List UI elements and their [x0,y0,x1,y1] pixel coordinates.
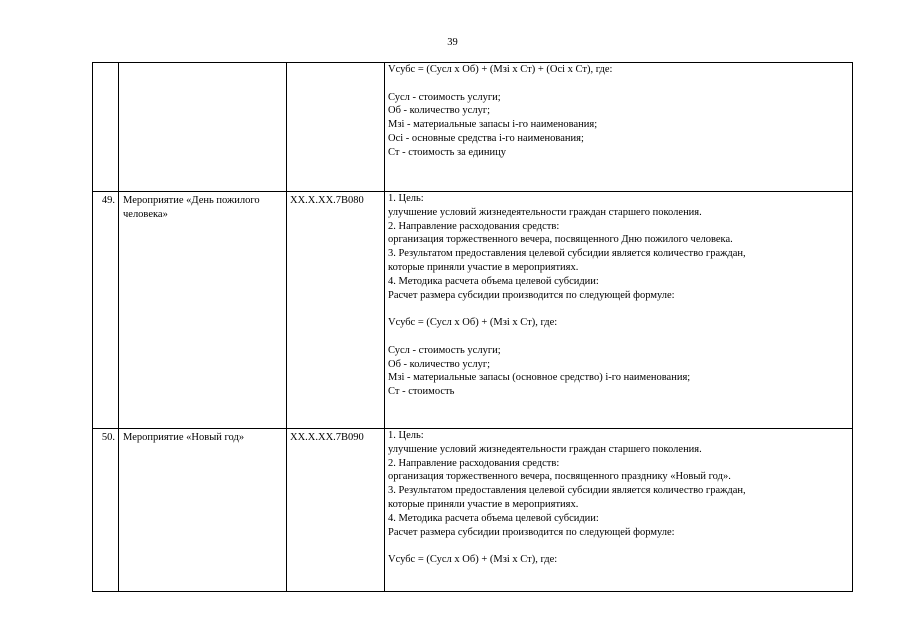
description-line: Сусл - стоимость услуги; [388,91,501,103]
blank-line [388,77,848,91]
description-line: Vсубс = (Сусл x Об) + (Мзi x Ст), где: [388,554,558,566]
description-line: Расчет размера субсидии производится по следующей формуле: [388,289,675,301]
budget-code: XX.X.XX.7B080 [287,192,385,429]
description-line: организация торжественного вечера, посвященного празднику «Новый год». [388,471,731,483]
description-line: Осi - основные средства i-го наименования; [388,132,584,144]
description-line: 1. Цель: [388,430,424,441]
description-line: 3. Результатом предоставления целевой субсидии является количество граждан, [388,485,746,497]
subsidy-table [92,62,853,592]
budget-code [287,63,385,192]
description-line: организация торжественного вечера, посвященного Дню пожилого человека. [388,234,733,246]
description-line: которые приняли участие в мероприятиях. [388,498,579,510]
description-line: 4. Методика расчета объема целевой субсидии: [388,512,599,524]
event-name: Мероприятие «День пожилого человека» [119,192,287,429]
table-row [93,192,853,429]
description-line: улучшение условий жизнедеятельности граждан старшего поколения. [388,443,702,455]
blank-line [388,539,848,553]
description-line: Vсубс = (Сусл x Об) + (Мзi x Ст), где: [388,317,558,329]
event-name: Мероприятие «Новый год» [119,429,287,592]
row-number [93,63,119,192]
description-line: 3. Результатом предоставления целевой субсидии является количество граждан, [388,248,746,260]
description-line: 2. Направление расходования средств: [388,457,560,469]
row-number: 50. [93,429,119,592]
description-cell [385,429,853,592]
table-row [93,63,853,192]
description-cell [385,63,853,192]
description-line: Ст - стоимость [388,386,455,398]
description-line: которые приняли участие в мероприятиях. [388,261,579,273]
description-line: Ст - стоимость за единицу [388,146,507,158]
description-line: улучшение условий жизнедеятельности граждан старшего поколения. [388,206,702,218]
description-line: Об - количество услуг; [388,358,491,370]
description-line: Об - количество услуг; [388,105,491,117]
description-line: Расчет размера субсидии производится по следующей формуле: [388,526,675,538]
row-number: 49. [93,192,119,429]
description-line: Мзi - материальные запасы (основное средство) i-го наименования; [388,372,691,384]
event-name [119,63,287,192]
table-row [93,429,853,592]
description-line: Vсубс = (Сусл x Об) + (Мзi x Ст) + (Осi x Ст), где: [388,64,613,75]
description-line: 1. Цель: [388,193,424,204]
description-line: Сусл - стоимость услуги; [388,344,501,356]
budget-code: XX.X.XX.7B090 [287,429,385,592]
description-line: 4. Методика расчета объема целевой субсидии: [388,275,599,287]
description-line: Мзi - материальные запасы i-го наименования; [388,119,598,131]
blank-line [388,302,848,316]
description-cell [385,192,853,429]
page-number: 39 [447,37,458,48]
description-line: 2. Направление расходования средств: [388,220,560,232]
blank-line [388,330,848,344]
